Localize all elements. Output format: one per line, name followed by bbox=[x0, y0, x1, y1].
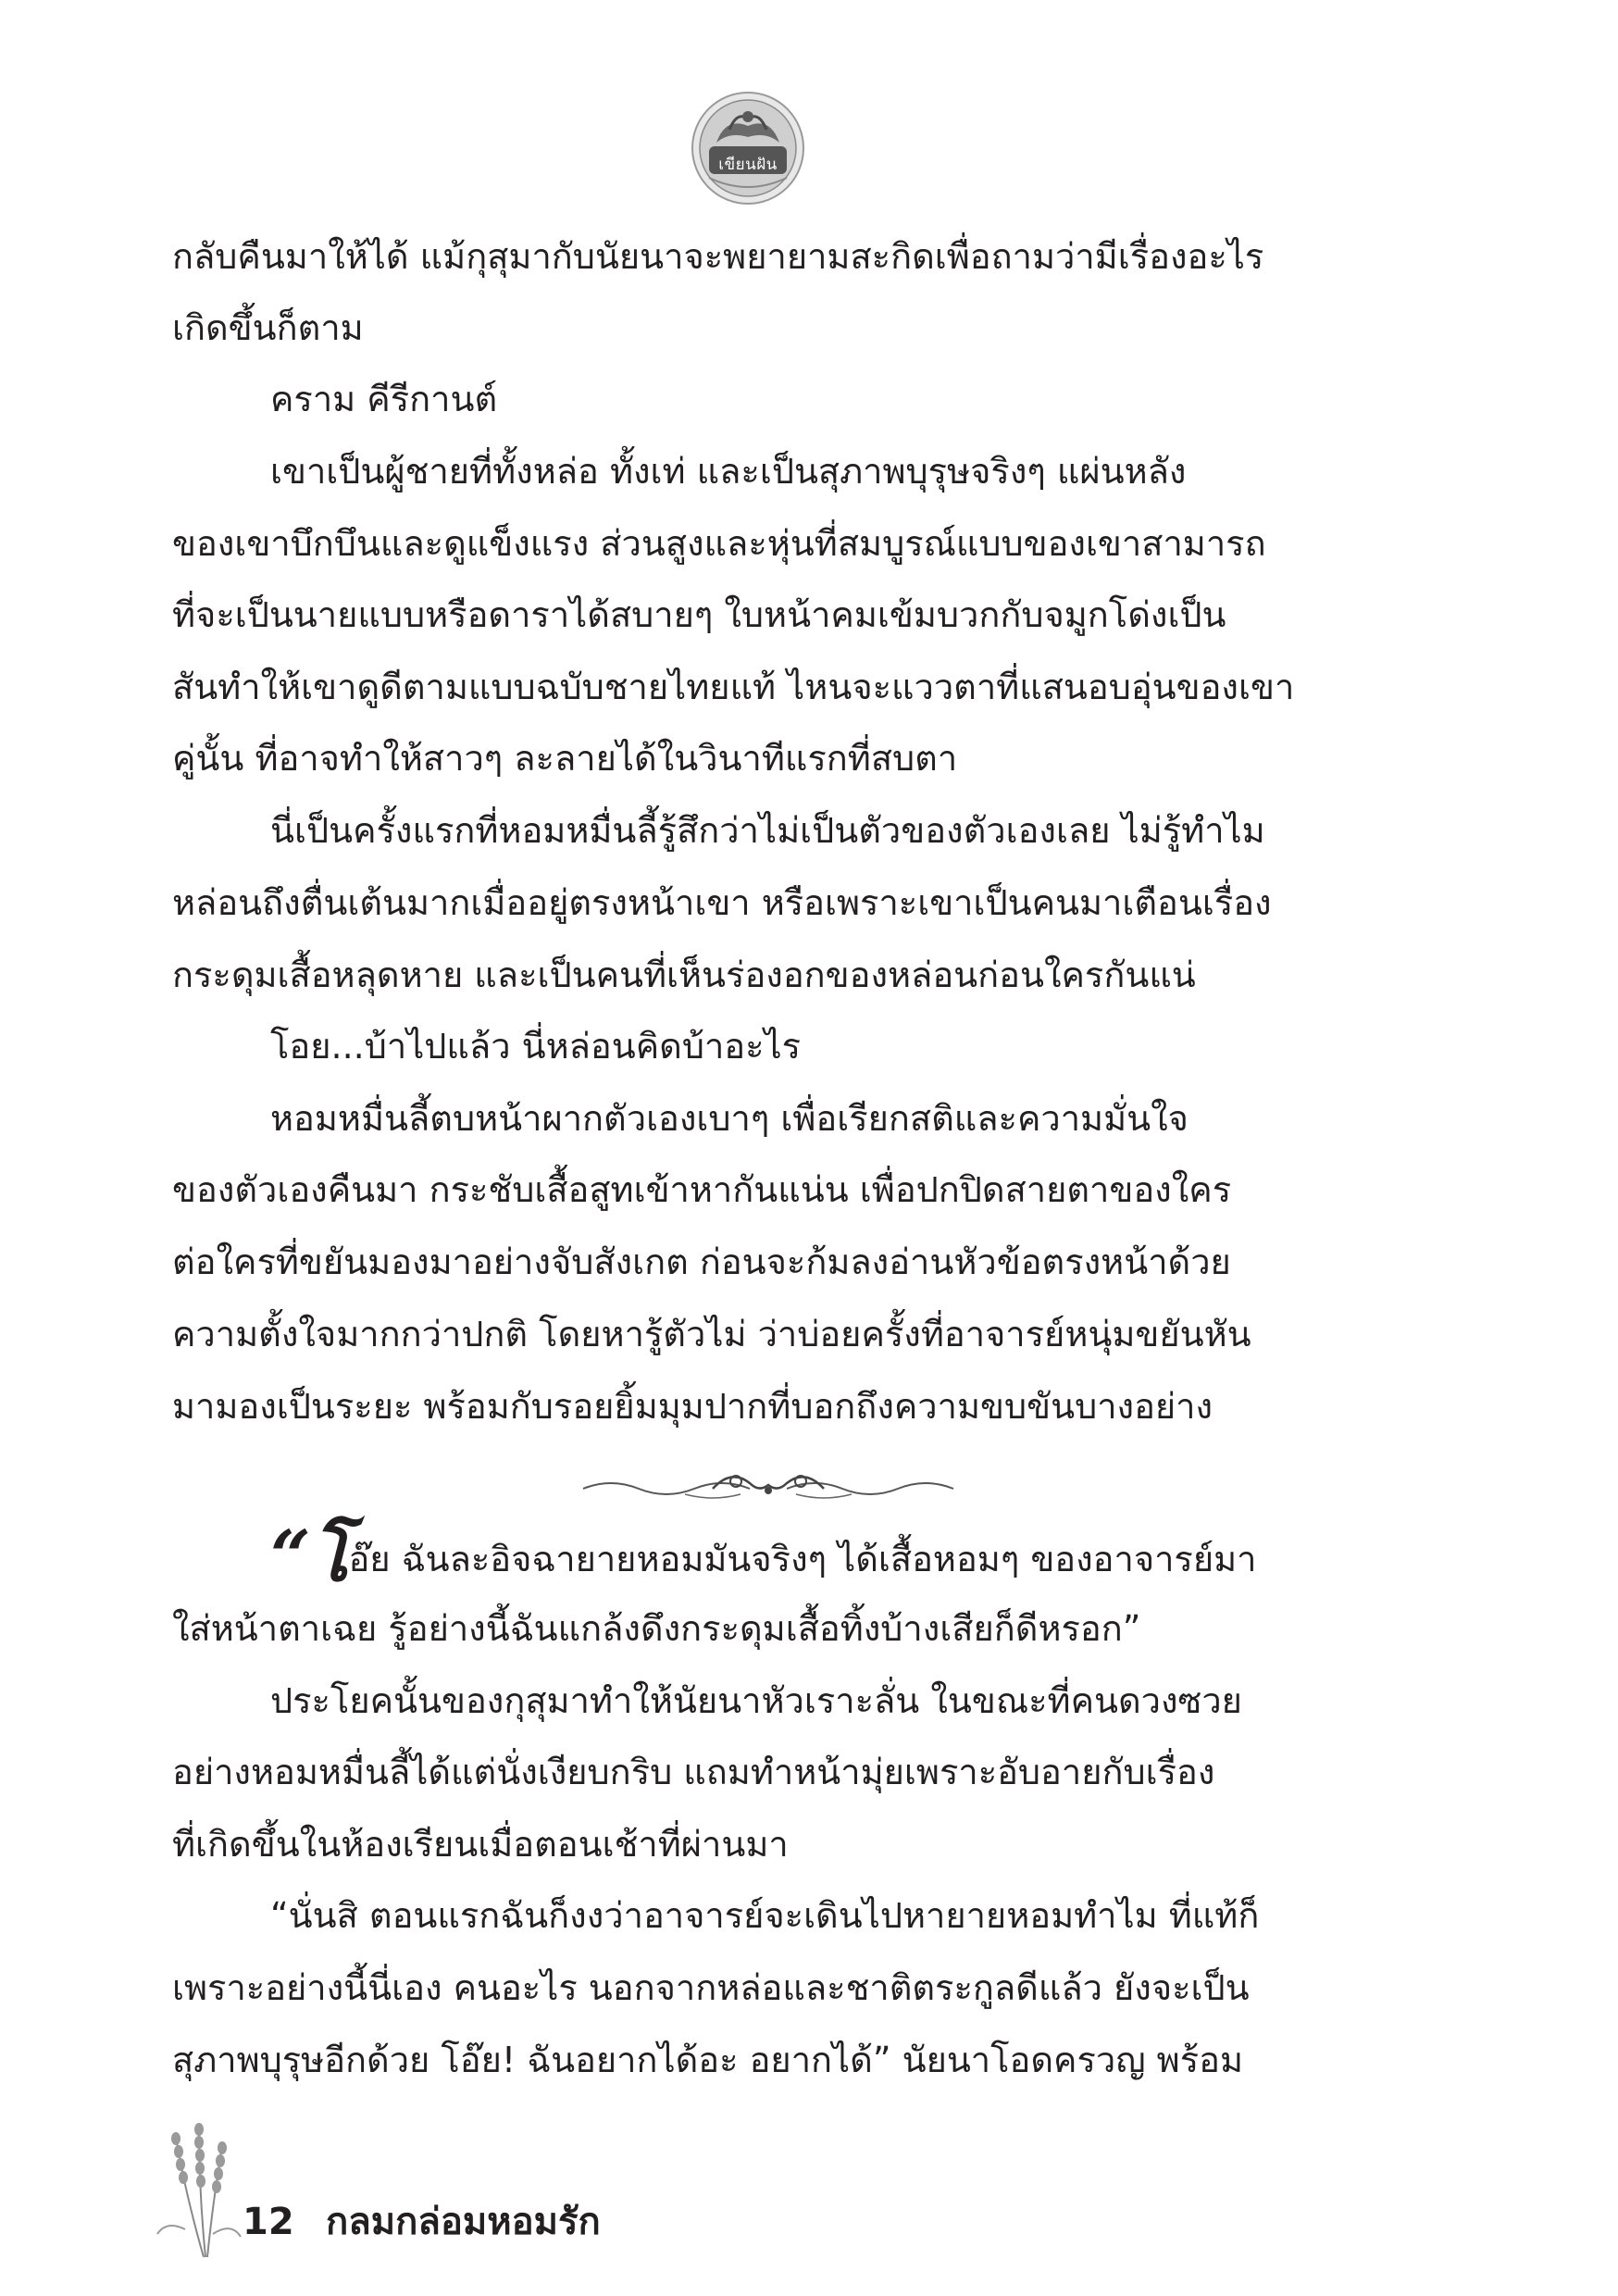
drop-cap: “โ bbox=[270, 1515, 349, 1597]
text-line: เกิดขึ้นก็ตาม bbox=[172, 307, 364, 348]
text-line: สันทำให้เขาดูดีตามแบบฉบับชายไทยแท้ ไหนจะแววตาที่แสนอบอุ่นของเขา bbox=[172, 667, 1295, 707]
text-line: หล่อนถึงตื่นเต้นมากเมื่ออยู่ตรงหน้าเขา หรือเพราะเขาเป็นคนมาเตือนเรื่อง bbox=[172, 882, 1272, 923]
lavender-flower-icon bbox=[148, 2118, 250, 2266]
text-line: คราม คีรีกานต์ bbox=[270, 379, 498, 419]
text-line: สุภาพบุรุษอีกด้วย โอ๊ย! ฉันอยากได้อะ อยากได้” นัยนาโอดครวญ พร้อม bbox=[172, 2040, 1244, 2080]
text-line: ของเขาบึกบึนและดูแข็งแรง ส่วนสูงและหุ่นที่สมบูรณ์แบบของเขาสามารถ bbox=[172, 523, 1266, 564]
text-line: ประโยคนั้นของกุสุมาทำให้นัยนาหัวเราะลั่น ในขณะที่คนดวงซวย bbox=[270, 1680, 1242, 1721]
text-line: “นั่นสิ ตอนแรกฉันก็งงว่าอาจารย์จะเดินไปหายายหอมทำไม ที่แท้ก็ bbox=[270, 1895, 1260, 1936]
text-line: ของตัวเองคืนมา กระชับเสื้อสูทเข้าหากันแน่น เพื่อปกปิดสายตาของใคร bbox=[172, 1169, 1232, 1210]
text-line: ที่เกิดขึ้นในห้องเรียนเมื่อตอนเช้าที่ผ่านมา bbox=[172, 1824, 789, 1865]
text-line: หอมหมื่นลี้ตบหน้าผากตัวเองเบาๆ เพื่อเรียกสติและความมั่นใจ bbox=[270, 1098, 1189, 1139]
text-line: เพราะอย่างนี้นี่เอง คนอะไร นอกจากหล่อและชาติตระกูลดีแล้ว ยังจะเป็น bbox=[172, 1967, 1250, 2008]
page-number: 12 bbox=[243, 2201, 294, 2243]
text-line: นี่เป็นครั้งแรกที่หอมหมื่นลี้รู้สึกว่าไม่เป็นตัวของตัวเองเลย ไม่รู้ทำไม bbox=[270, 810, 1265, 851]
text-line: อ๊ย ฉันละอิจฉายายหอมมันจริงๆ ได้เสื้อหอมๆ ของอาจารย์มา bbox=[348, 1539, 1257, 1579]
text-line: ที่จะเป็นนายแบบหรือดาราได้สบายๆ ใบหน้าคมเข้มบวกกับจมูกโด่งเป็น bbox=[172, 594, 1226, 635]
text-line: เขาเป็นผู้ชายที่ทั้งหล่อ ทั้งเท่ และเป็นสุภาพบุรุษจริงๆ แผ่นหลัง bbox=[270, 451, 1187, 492]
text-line: กลับคืนมาให้ได้ แม้กุสุมากับนัยนาจะพยายามสะกิดเพื่อถามว่ามีเรื่องอะไร bbox=[172, 236, 1264, 277]
text-line: กระดุมเสื้อหลุดหาย และเป็นคนที่เห็นร่องอกของหล่อนก่อนใครกันแน่ bbox=[172, 955, 1196, 995]
ornament-divider bbox=[574, 1461, 963, 1509]
text-line: ใส่หน้าตาเฉย รู้อย่างนี้ฉันแกล้งดึงกระดุมเสื้อทิ้งบ้างเสียก็ดีหรอก” bbox=[172, 1608, 1141, 1649]
text-line: มามองเป็นระยะ พร้อมกับรอยยิ้มมุมปากที่บอกถึงความขบขันบางอย่าง bbox=[172, 1386, 1214, 1427]
book-title: กลมกล่อมหอมรัก bbox=[326, 2201, 601, 2243]
text-line-dropcap bbox=[270, 1515, 1353, 1597]
text-line: คู่นั้น ที่อาจทำให้สาวๆ ละลายได้ในวินาทีแรกที่สบตา bbox=[172, 738, 958, 779]
text-line: ต่อใครที่ขยันมองมาอย่างจับสังเกต ก่อนจะก้มลงอ่านหัวข้อตรงหน้าด้วย bbox=[172, 1242, 1231, 1282]
text-line: ความตั้งใจมากกว่าปกติ โดยหารู้ตัวไม่ ว่าบ่อยครั้งที่อาจารย์หนุ่มขยันหัน bbox=[172, 1314, 1251, 1354]
text-line: โอย...บ้าไปแล้ว นี่หล่อนคิดบ้าอะไร bbox=[270, 1026, 802, 1067]
text-line: อย่างหอมหมื่นลี้ได้แต่นั่งเงียบกริบ แถมทำหน้ามุ่ยเพราะอับอายกับเรื่อง bbox=[172, 1752, 1215, 1792]
publisher-logo-text: เขียนฝัน bbox=[718, 156, 778, 174]
